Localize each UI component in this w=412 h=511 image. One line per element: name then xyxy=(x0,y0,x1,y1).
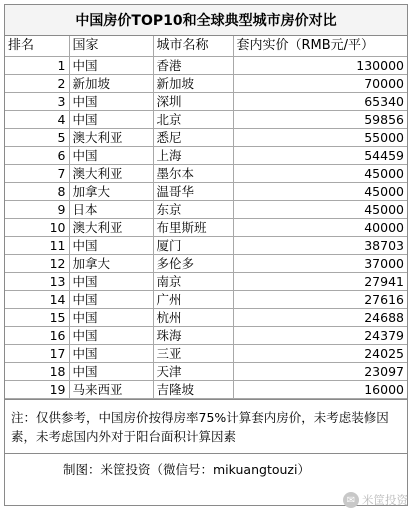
country-cell: 中国 xyxy=(69,147,153,165)
city-cell: 吉隆坡 xyxy=(153,381,233,399)
table-row xyxy=(5,381,407,399)
price-cell: 38703 xyxy=(233,237,407,255)
city-cell: 墨尔本 xyxy=(153,165,233,183)
table-row xyxy=(5,363,407,381)
header-rank: 排名 xyxy=(5,36,69,57)
chat-bubble-icon: ✉ xyxy=(343,492,359,508)
table-row xyxy=(5,165,407,183)
table-row xyxy=(5,129,407,147)
country-cell: 新加坡 xyxy=(69,75,153,93)
price-cell: 45000 xyxy=(233,165,407,183)
city-cell: 珠海 xyxy=(153,327,233,345)
table-row xyxy=(5,147,407,165)
watermark-text: 米筐投资 xyxy=(362,493,408,507)
price-cell: 54459 xyxy=(233,147,407,165)
price-cell: 27941 xyxy=(233,273,407,291)
country-cell: 加拿大 xyxy=(69,255,153,273)
table-title: 中国房价TOP10和全球典型城市房价对比 xyxy=(5,5,407,36)
country-cell: 日本 xyxy=(69,201,153,219)
country-cell: 中国 xyxy=(69,291,153,309)
rank-cell: 14 xyxy=(5,291,69,309)
rank-cell: 17 xyxy=(5,345,69,363)
header-price: 套内实价（RMB元/平） xyxy=(233,36,407,57)
country-cell: 中国 xyxy=(69,327,153,345)
city-cell: 杭州 xyxy=(153,309,233,327)
table-row xyxy=(5,237,407,255)
price-cell: 23097 xyxy=(233,363,407,381)
table-row xyxy=(5,309,407,327)
price-cell: 130000 xyxy=(233,57,407,75)
table-row xyxy=(5,183,407,201)
country-cell: 加拿大 xyxy=(69,183,153,201)
city-cell: 新加坡 xyxy=(153,75,233,93)
rank-cell: 5 xyxy=(5,129,69,147)
country-cell: 中国 xyxy=(69,111,153,129)
table-row xyxy=(5,111,407,129)
city-cell: 温哥华 xyxy=(153,183,233,201)
country-cell: 澳大利亚 xyxy=(69,219,153,237)
rank-cell: 2 xyxy=(5,75,69,93)
country-cell: 中国 xyxy=(69,363,153,381)
table-row xyxy=(5,291,407,309)
rank-cell: 13 xyxy=(5,273,69,291)
table-row xyxy=(5,219,407,237)
table-row xyxy=(5,201,407,219)
price-cell: 24025 xyxy=(233,345,407,363)
price-cell: 27616 xyxy=(233,291,407,309)
rank-cell: 9 xyxy=(5,201,69,219)
rank-cell: 8 xyxy=(5,183,69,201)
credit-line: 制图：米筐投资（微信号：mikuangtouzi） xyxy=(5,453,407,483)
country-cell: 中国 xyxy=(69,309,153,327)
table-row xyxy=(5,345,407,363)
price-cell: 45000 xyxy=(233,201,407,219)
price-cell: 65340 xyxy=(233,93,407,111)
rank-cell: 12 xyxy=(5,255,69,273)
city-cell: 香港 xyxy=(153,57,233,75)
city-cell: 东京 xyxy=(153,201,233,219)
city-cell: 布里斯班 xyxy=(153,219,233,237)
rank-cell: 7 xyxy=(5,165,69,183)
country-cell: 马来西亚 xyxy=(69,381,153,399)
rank-cell: 3 xyxy=(5,93,69,111)
rank-cell: 4 xyxy=(5,111,69,129)
rank-cell: 19 xyxy=(5,381,69,399)
city-cell: 三亚 xyxy=(153,345,233,363)
table-row xyxy=(5,57,407,75)
price-cell: 16000 xyxy=(233,381,407,399)
price-cell: 55000 xyxy=(233,129,407,147)
city-cell: 南京 xyxy=(153,273,233,291)
country-cell: 澳大利亚 xyxy=(69,129,153,147)
price-cell: 24379 xyxy=(233,327,407,345)
header-country: 国家 xyxy=(69,36,153,57)
rank-cell: 15 xyxy=(5,309,69,327)
price-table xyxy=(5,36,407,399)
rank-cell: 18 xyxy=(5,363,69,381)
header-row xyxy=(5,36,407,57)
price-cell: 45000 xyxy=(233,183,407,201)
country-cell: 中国 xyxy=(69,237,153,255)
city-cell: 厦门 xyxy=(153,237,233,255)
table-row xyxy=(5,255,407,273)
price-cell: 24688 xyxy=(233,309,407,327)
table-row xyxy=(5,93,407,111)
spreadsheet xyxy=(4,4,408,506)
price-cell: 70000 xyxy=(233,75,407,93)
footnote: 注：仅供参考，中国房价按得房率75%计算套内房价，未考虑装修因素，未考虑国内外对于阳台面积计算因素 xyxy=(5,399,407,453)
city-cell: 多伦多 xyxy=(153,255,233,273)
rank-cell: 6 xyxy=(5,147,69,165)
price-cell: 59856 xyxy=(233,111,407,129)
country-cell: 中国 xyxy=(69,345,153,363)
rank-cell: 10 xyxy=(5,219,69,237)
rank-cell: 16 xyxy=(5,327,69,345)
price-cell: 37000 xyxy=(233,255,407,273)
country-cell: 澳大利亚 xyxy=(69,165,153,183)
rank-cell: 1 xyxy=(5,57,69,75)
rank-cell: 11 xyxy=(5,237,69,255)
city-cell: 深圳 xyxy=(153,93,233,111)
header-city: 城市名称 xyxy=(153,36,233,57)
country-cell: 中国 xyxy=(69,273,153,291)
city-cell: 广州 xyxy=(153,291,233,309)
watermark xyxy=(343,492,408,508)
country-cell: 中国 xyxy=(69,57,153,75)
city-cell: 上海 xyxy=(153,147,233,165)
table-row xyxy=(5,273,407,291)
city-cell: 北京 xyxy=(153,111,233,129)
price-cell: 40000 xyxy=(233,219,407,237)
table-row xyxy=(5,327,407,345)
city-cell: 悉尼 xyxy=(153,129,233,147)
city-cell: 天津 xyxy=(153,363,233,381)
country-cell: 中国 xyxy=(69,93,153,111)
table-row xyxy=(5,75,407,93)
